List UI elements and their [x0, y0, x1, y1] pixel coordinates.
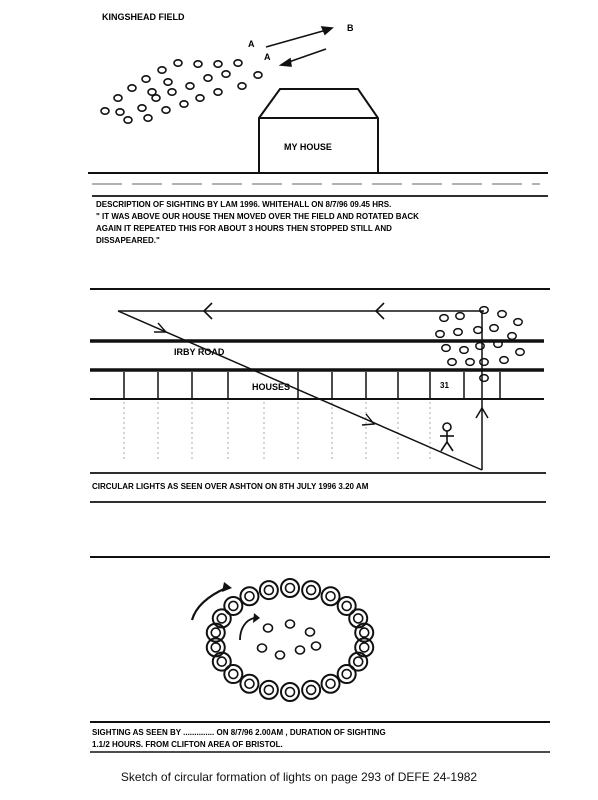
description-line-3: AGAIN IT REPEATED THIS FOR ABOUT 3 HOURS THEN STOPPED STILL AND: [96, 224, 392, 233]
house-label: MY HOUSE: [284, 142, 332, 152]
house-number: 31: [440, 381, 449, 390]
ashton-caption: CIRCULAR LIGHTS AS SEEN OVER ASHTON ON 8TH JULY 1996 3.20 AM: [92, 482, 369, 491]
kingshead-field-title: KINGSHEAD FIELD: [102, 12, 185, 22]
road-label: IRBY ROAD: [174, 347, 225, 357]
description-line-1: DESCRIPTION OF SIGHTING BY LAM 1996. WHITEHALL ON 8/7/96 09.45 HRS.: [96, 200, 392, 209]
clifton-caption-line-2: 1.1/2 HOURS. FROM CLIFTON AREA OF BRISTOL.: [92, 740, 283, 749]
label-a-lower: A: [264, 52, 271, 62]
houses-label: HOUSES: [252, 382, 291, 392]
label-a-upper: A: [248, 39, 255, 49]
description-line-2: " IT WAS ABOVE OUR HOUSE THEN MOVED OVER THE FIELD AND ROTATED BACK: [96, 212, 419, 221]
description-line-4: DISSAPEARED.": [96, 236, 160, 245]
label-b: B: [347, 23, 354, 33]
clifton-caption-line-1: SIGHTING AS SEEN BY .............. ON 8/7/96 2.00AM , DURATION OF SIGHTING: [92, 728, 386, 737]
page-caption: Sketch of circular formation of lights on page 293 of DEFE 24-1982: [120, 770, 478, 784]
